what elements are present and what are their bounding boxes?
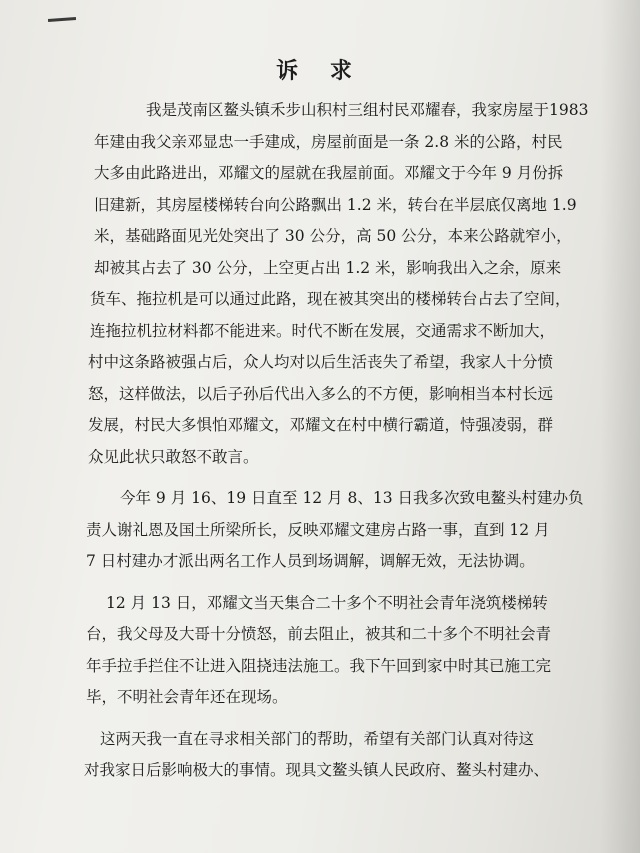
text-line: 怒，这样做法，以后子孙后代出入多么的不方便，影响相当本村长远 [88,384,554,403]
text-line: 大多由此路进出，邓耀文的屋就在我屋前面。邓耀文于今年 9 月份拆 [94,164,564,182]
text-line: 米，基础路面见光处突出了 30 公分，高 50 公分，本来公路就窄小， [94,227,572,245]
text-line: 年建由我父亲邓显忠一手建成，房屋前面是一条 2.8 米的公路，村民 [94,132,563,151]
text-line: 台，我父母及大哥十分愤怒，前去阻止，被其和二十多个不明社会青 [86,625,552,643]
text-line: 7 日村建办才派出两名工作人员到场调解，调解无效，无法协调。 [86,552,535,570]
paragraph-3 [86,588,592,714]
text-line: 连拖拉机拉材料都不能进来。时代不断在发展，交通需求不断加大， [90,321,556,340]
text-line: 却被其占去了 30 公分，上空更占出 1.2 米，影响我出入之余，原来 [94,258,562,277]
text-line: 年手拉手拦住不让进入阻挠违法施工。我下午回到家中时其已施工完 [86,656,552,675]
text-line: 发展，村民大多惧怕邓耀文，邓耀文在村中横行霸道，恃强凌弱，群 [88,416,554,434]
text-line: 货车、拖拉机是可以通过此路，现在被其突出的楼梯转台占去了空间， [90,290,571,308]
text-line: 今年 9 月 16、19 日直至 12 月 8、13 日我多次致电鳌头村建办负 [120,489,584,507]
text-line: 众见此状只敢怒不敢言。 [88,447,259,466]
text-line: 这两天我一直在寻求相关部门的帮助，希望有关部门认真对待这 [100,729,535,748]
document-body [84,95,592,787]
text-line: 毕，不明社会青年还在现场。 [86,688,288,706]
text-line: 12 月 13 日，邓耀文当天集合二十多个不明社会青年浇筑楼梯转 [106,593,548,612]
text-line: 村中这条路被强占后，众人均对以后生活丧失了希望，我家人十分愤 [88,353,554,371]
document-title: 诉 求 [276,58,364,84]
text-line: 对我家日后影响极大的事情。现具文鳌头镇人民政府、鳌头村建办、 [84,761,550,779]
text-line: 责人谢礼恩及国土所梁所长，反映邓耀文建房占路一事，直到 12 月 [86,520,550,539]
page-shadow [600,0,640,853]
paragraph-1 [88,95,592,473]
text-line: 我是茂南区鳌头镇禾步山积村三组村民邓耀春，我家房屋于1983 [146,101,589,119]
margin-mark [48,17,76,22]
paragraph-2 [86,483,592,578]
text-line: 旧建新，其房屋楼梯转台向公路飘出 1.2 米，转台在半层底仅离地 1.9 [94,195,577,214]
paragraph-4 [84,724,592,787]
